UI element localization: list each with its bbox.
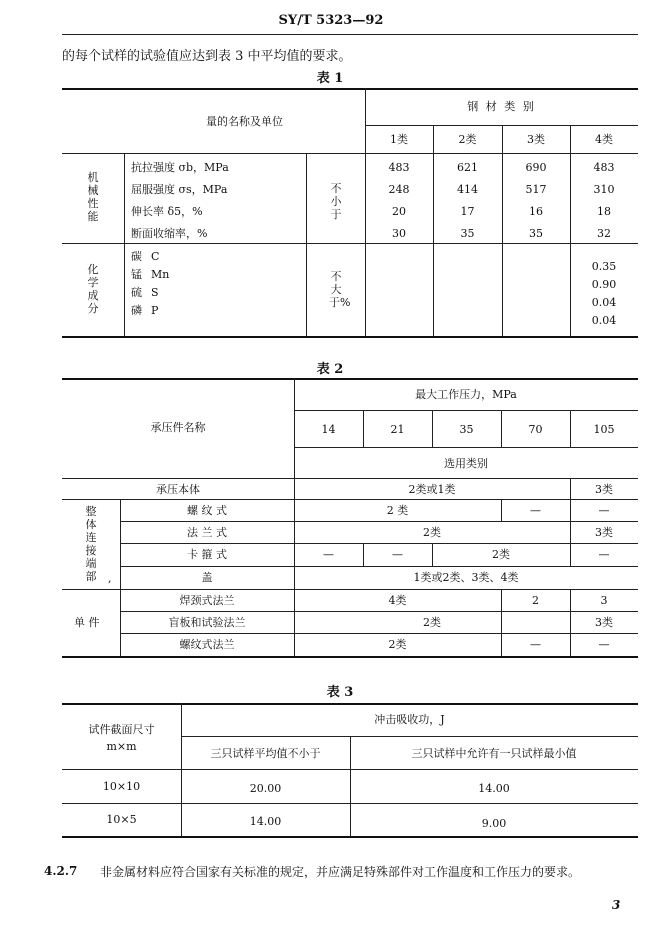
- table1-chemical-limit: 不大于%: [329, 270, 351, 309]
- table2-thread-name: 螺 纹 式: [187, 504, 227, 517]
- table2-blind-main: 2类: [423, 616, 441, 629]
- table2-pressure: 70: [528, 423, 543, 436]
- table2-pressure: 105: [593, 423, 615, 436]
- table2-thread-main: 2 类: [386, 504, 409, 517]
- table1-cell: 483: [593, 161, 615, 174]
- table1-cell: 310: [593, 183, 615, 196]
- table1-cell: 35: [460, 227, 475, 240]
- table2-clamp-105: —: [598, 548, 610, 561]
- table1-mech-item-name: 抗拉强度 σb，MPa: [131, 161, 229, 174]
- table2-pressure: 21: [390, 423, 405, 436]
- table1-mech-item-name: 伸长率 δ5，%: [131, 205, 203, 218]
- table1-mech-item-name: 断面收缩率，%: [131, 227, 208, 240]
- table1-cell: 690: [525, 161, 547, 174]
- table2-blind-105: 3类: [595, 616, 613, 629]
- table1-quantity-header: 量的名称及单位: [206, 115, 283, 128]
- table1-cell: 248: [388, 183, 410, 196]
- table1-chem-item-symbol: Mn: [151, 268, 170, 281]
- table1-class-3: 3类: [527, 133, 545, 146]
- table2-single-group: 单 件: [74, 616, 100, 629]
- table1-cell: 16: [529, 205, 543, 218]
- table1-chem-item-symbol: P: [151, 304, 159, 317]
- table1-chem-item-name: 磷: [131, 304, 142, 317]
- table3-avg: 14.00: [249, 815, 282, 828]
- intro-text: 的每个试样的试验值应达到表 3 中平均值的要求。: [62, 49, 352, 64]
- table1-cell: 32: [597, 227, 611, 240]
- table2-pressure: 14: [321, 423, 336, 436]
- table2-flange-main: 2类: [423, 526, 441, 539]
- table1-chem-item-symbol: S: [151, 286, 159, 299]
- table2-mark: ,: [108, 572, 112, 585]
- table1-cell: 517: [525, 183, 547, 196]
- table2-thread-105: —: [598, 504, 610, 517]
- table3-size-unit: m×m: [106, 740, 137, 753]
- table1-cell: 17: [460, 205, 475, 218]
- table2-threadflange-70: —: [530, 638, 541, 651]
- table1-cell: 414: [457, 183, 478, 196]
- table1-steel-category-header: 钢 材 类 别: [467, 100, 536, 113]
- table3-size-header: 试件截面尺寸: [88, 723, 155, 736]
- table2-clamp-main: 2类: [492, 548, 510, 561]
- table3-caption: 表 3: [326, 685, 354, 700]
- table2-part-header: 承压件名称: [150, 421, 206, 434]
- page-number: 3: [612, 898, 621, 912]
- table3-impact-header: 冲击吸收功，J: [374, 713, 445, 726]
- table1-chemical-group: 化学成分: [87, 263, 99, 315]
- table1-chem-item-name: 碳: [131, 250, 142, 263]
- table1-class-1: 1类: [390, 133, 408, 146]
- table2-blind-name: 盲板和试验法兰: [168, 616, 246, 629]
- table2-body-105: 3类: [595, 483, 613, 496]
- table2-flange-105: 3类: [595, 526, 613, 539]
- table3-avg-header: 三只试样平均值不小于: [210, 747, 321, 760]
- table3-min: 14.00: [478, 782, 510, 795]
- table2-flange-name: 法 兰 式: [187, 526, 227, 539]
- clause-text: 非金属材料应符合国家有关标准的规定，并应满足特殊部件对工作温度和工作压力的要求。: [100, 865, 581, 879]
- table2-integral-group: 整体连接端部: [85, 505, 97, 583]
- table1-chem-item-name: 锰: [131, 268, 142, 281]
- table3-min-header: 三只试样中允许有一只试样最小值: [411, 747, 577, 760]
- table1-mechanical-group: 机械性能: [87, 171, 99, 223]
- table1-cell: 35: [529, 227, 543, 240]
- table3-min: 9.00: [481, 817, 507, 830]
- table1-caption: 表 1: [316, 71, 344, 86]
- table2-clamp-14: —: [323, 548, 334, 561]
- table2-cover-name: 盖: [201, 571, 213, 584]
- table1-cell: 0.04: [591, 314, 617, 327]
- table1-cell: 0.90: [591, 278, 617, 291]
- table1-class-2: 2类: [458, 133, 477, 146]
- clause-number: 4.2.7: [44, 864, 78, 878]
- table2-body-main: 2类或1类: [408, 483, 456, 496]
- table2-caption: 表 2: [316, 362, 344, 377]
- table3-avg: 20.00: [249, 782, 282, 795]
- table2-clamp-name: 卡 箍 式: [187, 548, 227, 561]
- table1-mechanical-limit: 不小于: [330, 182, 342, 221]
- table2-pressure: 35: [459, 423, 474, 436]
- table2-threadflange-name: 螺纹式法兰: [179, 638, 235, 651]
- table3-size: 10×5: [106, 813, 137, 826]
- table1-class-4: 4类: [595, 133, 613, 146]
- table1-cell: 621: [457, 161, 478, 174]
- table2-class-header: 选用类别: [444, 457, 488, 470]
- table2-weldneck-70: 2: [532, 594, 539, 607]
- header-standard-code: SY/T 5323—92: [278, 13, 384, 28]
- table3-size: 10×10: [102, 780, 141, 793]
- table1-cell: 30: [392, 227, 406, 240]
- table1-cell: 0.35: [591, 260, 617, 273]
- header-rule: [62, 34, 638, 35]
- table2-cover-main: 1类或2类、3类、4类: [413, 571, 519, 584]
- table2-pressure-header: 最大工作压力，MPa: [415, 388, 517, 401]
- table2-weldneck-105: 3: [600, 594, 608, 607]
- table1-chem-item-symbol: C: [151, 250, 160, 263]
- table2-threadflange-105: —: [598, 638, 610, 651]
- table1-cell: 18: [597, 205, 611, 218]
- table1-chem-item-name: 硫: [131, 286, 142, 299]
- table2-body-name: 承压本体: [156, 483, 200, 496]
- table1-cell: 20: [392, 205, 406, 218]
- table2-thread-70: —: [530, 504, 541, 517]
- table2-clamp-21: —: [392, 548, 403, 561]
- table1-cell: 483: [388, 161, 410, 174]
- table2-weldneck-name: 焊颈式法兰: [179, 594, 235, 607]
- table1-mech-item-name: 屈服强度 σs，MPa: [131, 183, 228, 196]
- table2-weldneck-main: 4类: [388, 594, 407, 607]
- table1-cell: 0.04: [591, 296, 617, 309]
- table2-threadflange-main: 2类: [388, 638, 407, 651]
